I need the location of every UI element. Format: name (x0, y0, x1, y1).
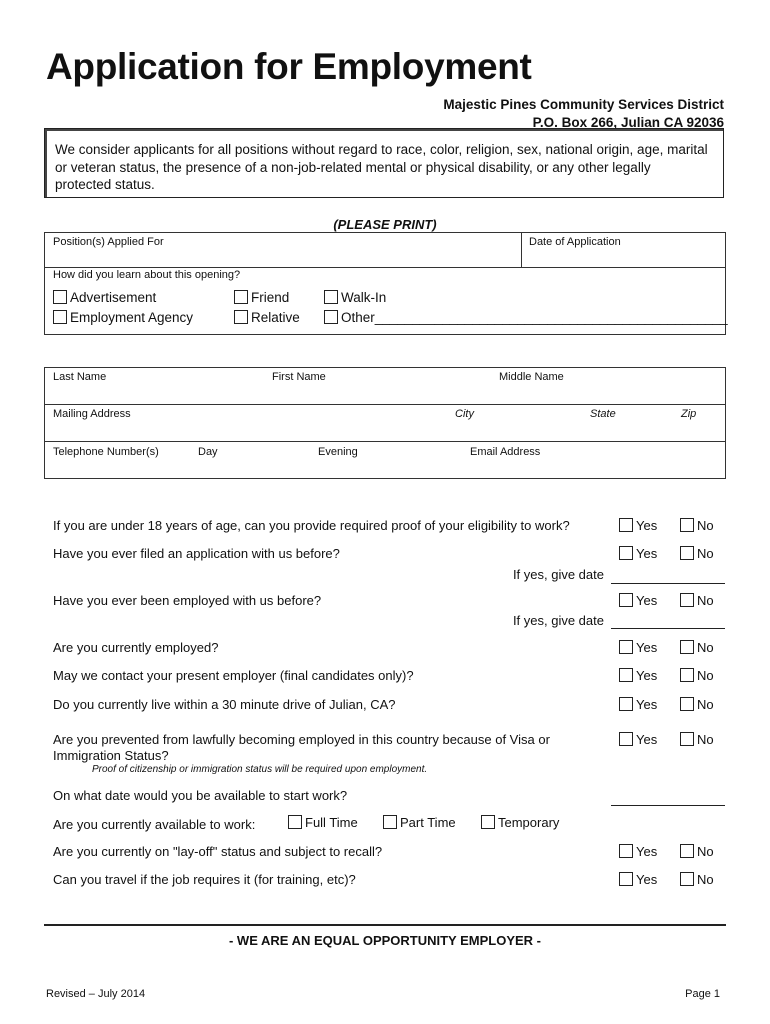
checkbox[interactable] (619, 697, 633, 711)
currently-employed-no[interactable]: No (680, 640, 714, 655)
option-relative[interactable]: Relative (234, 310, 300, 325)
please-print-label: (PLEASE PRINT) (333, 217, 437, 232)
eeo-rule (44, 924, 726, 926)
proof-note: Proof of citizenship or immigration status will be required upon employment. (92, 764, 428, 775)
checkbox[interactable] (53, 290, 67, 304)
checkbox[interactable] (680, 732, 694, 746)
employed-before-date-label: If yes, give date (512, 613, 604, 628)
option-friend[interactable]: Friend (234, 290, 289, 305)
state-label: State (590, 408, 616, 420)
layoff-yes[interactable]: Yes (619, 844, 657, 859)
checkbox[interactable] (619, 668, 633, 682)
checkbox[interactable] (680, 593, 694, 607)
checkbox[interactable] (680, 697, 694, 711)
checkbox[interactable] (680, 668, 694, 682)
row-divider (44, 404, 726, 405)
filed-before-yes[interactable]: Yes (619, 546, 657, 561)
checkbox[interactable] (234, 310, 248, 324)
page-number: Page 1 (685, 988, 720, 1000)
checkbox[interactable] (680, 640, 694, 654)
revised-date: Revised – July 2014 (46, 988, 146, 1000)
question-prevented-line2: Immigration Status? (53, 748, 169, 763)
checkbox[interactable] (324, 290, 338, 304)
checkbox[interactable] (680, 518, 694, 532)
question-employed-before: Have you ever been employed with us before? (53, 593, 322, 608)
date-of-application-label: Date of Application (529, 236, 621, 248)
under18-no[interactable]: No (680, 518, 714, 533)
checkbox[interactable] (53, 310, 67, 324)
employed-before-yes[interactable]: Yes (619, 593, 657, 608)
email-label: Email Address (470, 446, 541, 458)
option-employment-agency[interactable]: Employment Agency (53, 310, 193, 325)
position-label: Position(s) Applied For (53, 236, 164, 248)
telephone-label: Telephone Number(s) (53, 446, 159, 458)
question-contact-employer: May we contact your present employer (final candidates only)? (53, 668, 414, 683)
zip-label: Zip (681, 408, 697, 420)
checkbox[interactable] (234, 290, 248, 304)
org-address: P.O. Box 266, Julian CA 92036 (532, 115, 724, 130)
option-other[interactable]: Other_______________________________________________ (324, 310, 728, 325)
checkbox[interactable] (481, 815, 495, 829)
travel-yes[interactable]: Yes (619, 872, 657, 887)
option-advertisement[interactable]: Advertisement (53, 290, 156, 305)
checkbox[interactable] (619, 872, 633, 886)
evening-phone-label: Evening (318, 446, 358, 458)
page-title: Application for Employment (46, 46, 532, 87)
start-date-line[interactable] (611, 805, 725, 806)
learn-label: How did you learn about this opening? (53, 269, 241, 281)
question-filed-before: Have you ever filed an application with us before? (53, 546, 340, 561)
currently-employed-yes[interactable]: Yes (619, 640, 657, 655)
eeo-notice-text: We consider applicants for all positions without regard to race, color, religion, sex, national origin, age, marital or veteran status, the presence of a non-job-related mental or physical disability, or any other legally protected status. (55, 142, 708, 192)
mailing-address-label: Mailing Address (53, 408, 131, 420)
contact-employer-yes[interactable]: Yes (619, 668, 657, 683)
question-currently-employed: Are you currently employed? (53, 640, 219, 655)
middle-name-label: Middle Name (499, 371, 564, 383)
travel-no[interactable]: No (680, 872, 714, 887)
eeo-statement: - WE ARE AN EQUAL OPPORTUNITY EMPLOYER - (228, 933, 542, 948)
question-start-date: On what date would you be available to start work? (53, 788, 348, 803)
prevented-yes[interactable]: Yes (619, 732, 657, 747)
checkbox[interactable] (680, 546, 694, 560)
filed-before-date-label: If yes, give date (512, 567, 604, 582)
position-divider (521, 232, 522, 268)
contact-employer-no[interactable]: No (680, 668, 714, 683)
layoff-no[interactable]: No (680, 844, 714, 859)
filed-before-date-line[interactable] (611, 583, 725, 584)
row-divider (44, 441, 726, 442)
question-prevented-line1: Are you prevented from lawfully becoming employed in this country because of Visa or (53, 732, 550, 747)
checkbox[interactable] (383, 815, 397, 829)
question-available: Are you currently available to work: (53, 817, 256, 832)
checkbox[interactable] (619, 546, 633, 560)
checkbox[interactable] (619, 518, 633, 532)
live-within-no[interactable]: No (680, 697, 714, 712)
checkbox[interactable] (324, 310, 338, 324)
available-part-time[interactable]: Part Time (383, 815, 456, 830)
employed-before-date-line[interactable] (611, 628, 725, 629)
first-name-label: First Name (272, 371, 326, 383)
available-temporary[interactable]: Temporary (481, 815, 559, 830)
available-full-time[interactable]: Full Time (288, 815, 358, 830)
day-phone-label: Day (198, 446, 218, 458)
question-layoff: Are you currently on "lay-off" status and subject to recall? (53, 844, 383, 859)
live-within-yes[interactable]: Yes (619, 697, 657, 712)
question-travel: Can you travel if the job requires it (for training, etc)? (53, 872, 356, 887)
checkbox[interactable] (680, 844, 694, 858)
checkbox[interactable] (288, 815, 302, 829)
checkbox[interactable] (619, 844, 633, 858)
prevented-no[interactable]: No (680, 732, 714, 747)
checkbox[interactable] (619, 732, 633, 746)
under18-yes[interactable]: Yes (619, 518, 657, 533)
personal-info-box (44, 367, 726, 479)
checkbox[interactable] (619, 640, 633, 654)
filed-before-no[interactable]: No (680, 546, 714, 561)
eeo-notice-box (44, 128, 724, 198)
checkbox[interactable] (680, 872, 694, 886)
city-label: City (455, 408, 474, 420)
option-walk-in[interactable]: Walk-In (324, 290, 386, 305)
checkbox[interactable] (619, 593, 633, 607)
org-name: Majestic Pines Community Services District (443, 97, 724, 112)
last-name-label: Last Name (53, 371, 107, 383)
question-under18: If you are under 18 years of age, can you provide required proof of your eligibility to work? (53, 518, 570, 533)
question-live-within: Do you currently live within a 30 minute drive of Julian, CA? (53, 697, 396, 712)
employed-before-no[interactable]: No (680, 593, 714, 608)
position-row (44, 232, 726, 268)
